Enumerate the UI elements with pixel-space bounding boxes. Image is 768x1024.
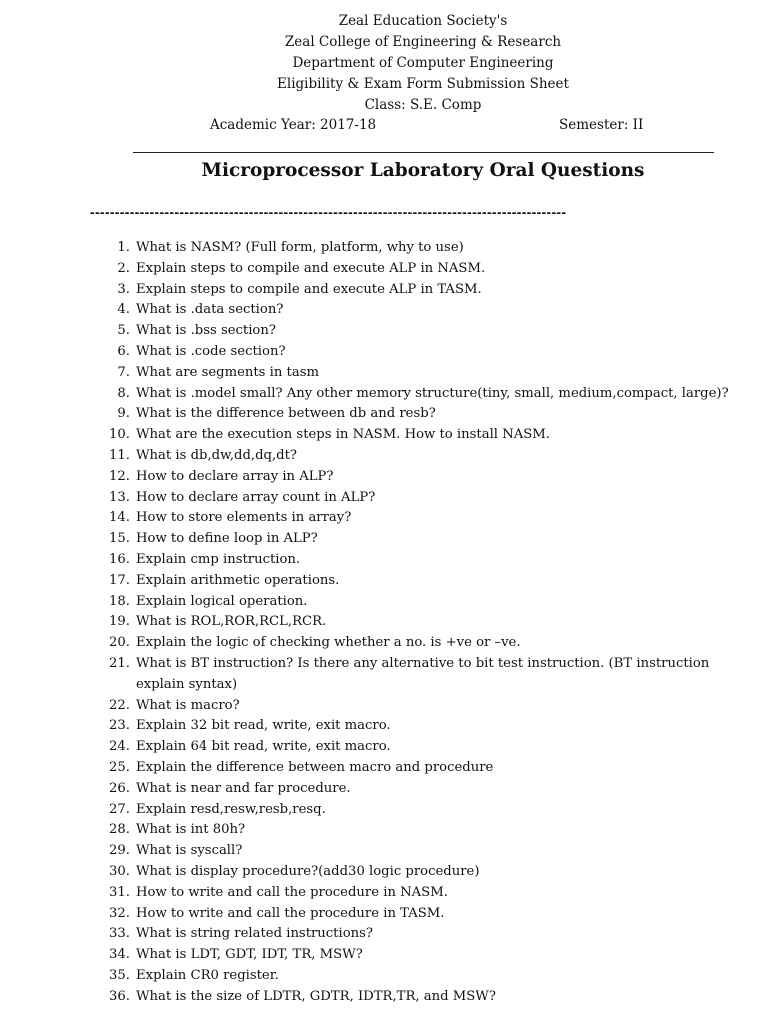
question-text: What is NASM? (Full form, platform, why to use) bbox=[136, 240, 464, 255]
question-text: Explain steps to compile and execute ALP in NASM. bbox=[136, 260, 486, 276]
department-name: Department of Computer Engineering bbox=[292, 55, 554, 71]
question-text: How to store elements in array? bbox=[136, 510, 352, 526]
question-number: 28. bbox=[109, 822, 130, 838]
question-text: How to declare array count in ALP? bbox=[136, 489, 376, 505]
question-item bbox=[0, 800, 768, 821]
question-item bbox=[0, 342, 768, 363]
question-text: What is display procedure?(add30 logic procedure) bbox=[136, 863, 480, 879]
question-item bbox=[0, 779, 768, 800]
question-number: 31. bbox=[109, 884, 130, 900]
question-number: 13. bbox=[109, 489, 130, 505]
question-item bbox=[0, 820, 768, 841]
question-number: 27. bbox=[109, 801, 130, 817]
question-number: 16. bbox=[109, 551, 130, 567]
question-item bbox=[0, 550, 768, 571]
question-number: 34. bbox=[109, 947, 130, 963]
question-item bbox=[0, 508, 768, 529]
question-text: What is BT instruction? Is there any alternative to bit test instruction. (BT instruction explain syntax) bbox=[136, 655, 710, 692]
question-item bbox=[0, 488, 768, 509]
question-item bbox=[0, 300, 768, 321]
question-item bbox=[0, 862, 768, 883]
question-text: Explain CR0 register. bbox=[136, 967, 279, 983]
question-text: Explain the difference between macro and procedure bbox=[136, 759, 494, 775]
question-item bbox=[0, 883, 768, 904]
question-item bbox=[0, 945, 768, 966]
society-name: Zeal Education Society's bbox=[338, 13, 508, 29]
question-number: 10. bbox=[109, 427, 130, 443]
question-number: 21. bbox=[109, 655, 130, 671]
question-text: Explain cmp instruction. bbox=[136, 551, 301, 567]
question-number: 7. bbox=[117, 364, 130, 380]
question-number: 3. bbox=[117, 281, 130, 297]
question-number: 30. bbox=[109, 863, 130, 879]
question-text: What are the execution steps in NASM. How to install NASM. bbox=[136, 427, 550, 443]
question-number: 11. bbox=[109, 447, 130, 463]
question-text: What is syscall? bbox=[136, 843, 243, 859]
question-item bbox=[0, 737, 768, 758]
question-number: 32. bbox=[109, 905, 130, 921]
question-number: 9. bbox=[117, 406, 130, 422]
question-text: How to write and call the procedure in TASM. bbox=[136, 905, 445, 921]
question-item bbox=[0, 716, 768, 737]
question-number: 29. bbox=[109, 843, 130, 859]
question-number: 17. bbox=[109, 572, 130, 588]
question-number: 20. bbox=[109, 635, 130, 651]
question-number: 25. bbox=[109, 759, 130, 775]
question-text: What is the difference between db and resb? bbox=[136, 406, 436, 422]
question-item bbox=[0, 363, 768, 384]
academic-year: Academic Year: 2017-18 bbox=[210, 117, 377, 133]
question-number: 8. bbox=[117, 385, 130, 401]
question-number: 26. bbox=[109, 780, 130, 796]
question-item bbox=[0, 571, 768, 592]
question-number: 12. bbox=[109, 468, 130, 484]
class-label: Class: S.E. Comp bbox=[364, 97, 482, 113]
question-list bbox=[0, 238, 768, 1007]
question-number: 15. bbox=[109, 531, 130, 547]
question-item bbox=[0, 696, 768, 717]
sheet-title: Eligibility & Exam Form Submission Sheet bbox=[277, 76, 569, 92]
question-text: What is macro? bbox=[136, 697, 240, 713]
semester: Semester: II bbox=[559, 117, 644, 133]
question-text: What is .bss section? bbox=[136, 323, 276, 339]
question-number: 6. bbox=[117, 343, 130, 359]
question-number: 4. bbox=[117, 302, 130, 318]
question-item bbox=[0, 404, 768, 425]
question-number: 35. bbox=[109, 967, 130, 983]
question-item bbox=[0, 321, 768, 342]
header-rule bbox=[133, 152, 714, 153]
question-text: Explain 64 bit read, write, exit macro. bbox=[136, 739, 391, 755]
question-text: What is the size of LDTR, GDTR, IDTR,TR, and MSW? bbox=[136, 988, 496, 1004]
question-item bbox=[0, 259, 768, 280]
question-number: 24. bbox=[109, 739, 130, 755]
college-name: Zeal College of Engineering & Research bbox=[284, 34, 562, 50]
question-text: Explain resd,resw,resb,resq. bbox=[136, 801, 326, 817]
question-item bbox=[0, 654, 768, 696]
question-item bbox=[0, 446, 768, 467]
question-item bbox=[0, 924, 768, 945]
question-text: Explain steps to compile and execute ALP in TASM. bbox=[136, 281, 482, 297]
question-number: 14. bbox=[109, 510, 130, 526]
question-item bbox=[0, 592, 768, 613]
question-item bbox=[0, 529, 768, 550]
dashed-separator: ------------------------------------------------------------------------------------------------ bbox=[90, 204, 567, 220]
question-text: What is LDT, GDT, IDT, TR, MSW? bbox=[136, 947, 363, 963]
question-item bbox=[0, 384, 768, 405]
question-item bbox=[0, 467, 768, 488]
question-number: 19. bbox=[109, 614, 130, 630]
question-text: What is .model small? Any other memory structure(tiny, small, medium,compact, large)? bbox=[136, 385, 729, 401]
question-item bbox=[0, 612, 768, 633]
question-text: How to define loop in ALP? bbox=[136, 531, 318, 547]
question-text: Explain the logic of checking whether a no. is +ve or –ve. bbox=[136, 635, 521, 651]
question-text: What is db,dw,dd,dq,dt? bbox=[136, 447, 297, 463]
question-number: 2. bbox=[117, 260, 130, 276]
question-text: Explain logical operation. bbox=[136, 593, 308, 609]
question-item bbox=[0, 987, 768, 1008]
question-item bbox=[0, 758, 768, 779]
question-text: What is near and far procedure. bbox=[136, 780, 351, 796]
question-text: What are segments in tasm bbox=[136, 364, 319, 380]
question-number: 5. bbox=[117, 323, 130, 339]
question-item bbox=[0, 238, 768, 259]
question-item bbox=[0, 425, 768, 446]
document-title: Microprocessor Laboratory Oral Questions bbox=[201, 160, 645, 181]
question-item bbox=[0, 280, 768, 301]
question-item bbox=[0, 966, 768, 987]
question-text: What is int 80h? bbox=[136, 822, 246, 838]
question-text: Explain 32 bit read, write, exit macro. bbox=[136, 718, 391, 734]
question-item bbox=[0, 633, 768, 654]
question-number: 36. bbox=[109, 988, 130, 1004]
question-text: Explain arithmetic operations. bbox=[136, 572, 340, 588]
question-text: How to declare array in ALP? bbox=[136, 468, 334, 484]
question-text: What is string related instructions? bbox=[136, 926, 373, 942]
question-number: 1. bbox=[117, 240, 130, 255]
question-number: 33. bbox=[109, 926, 130, 942]
question-text: What is .code section? bbox=[136, 343, 286, 359]
question-number: 18. bbox=[109, 593, 130, 609]
question-text: What is ROL,ROR,RCL,RCR. bbox=[136, 614, 327, 630]
question-item bbox=[0, 904, 768, 925]
question-text: What is .data section? bbox=[136, 302, 284, 318]
question-number: 23. bbox=[109, 718, 130, 734]
question-text: How to write and call the procedure in NASM. bbox=[136, 884, 448, 900]
question-number: 22. bbox=[109, 697, 130, 713]
question-item bbox=[0, 841, 768, 862]
